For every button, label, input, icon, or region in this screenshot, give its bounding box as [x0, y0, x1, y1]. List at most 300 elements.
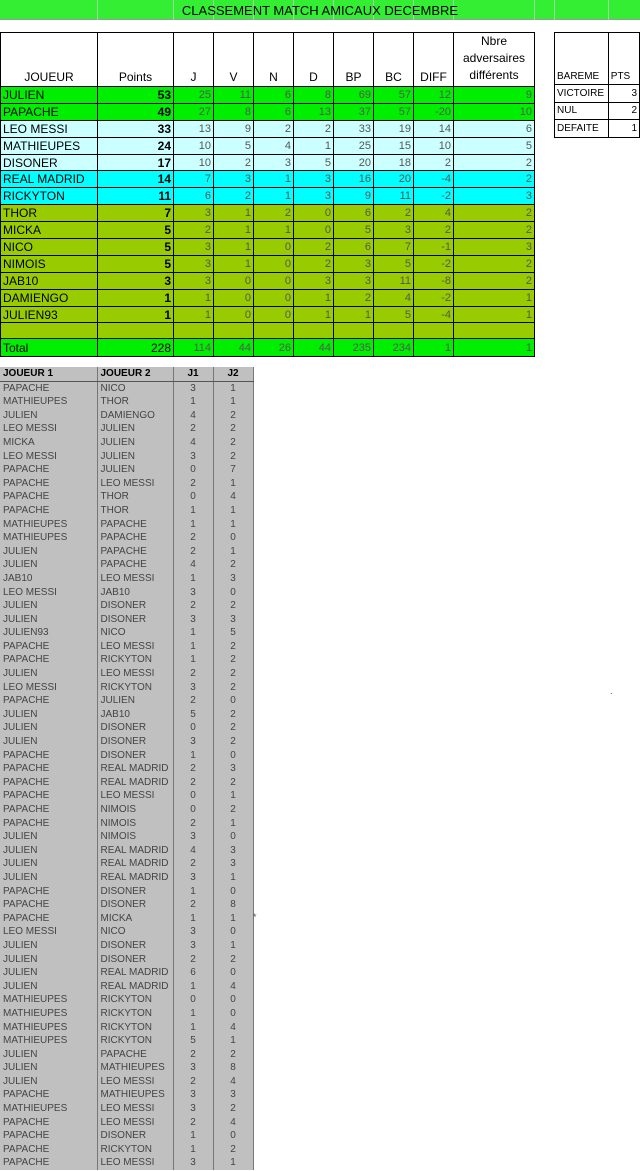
joueur1: PAPACHE [0, 789, 97, 803]
cell-n: 0 [254, 306, 294, 323]
bareme-label: NUL [555, 102, 609, 120]
joueur1: LEO MESSI [0, 925, 97, 939]
match-row [0, 1021, 253, 1035]
cell-bc: 20 [374, 171, 414, 188]
score-j1: 3 [173, 381, 213, 395]
total-diff: 1 [414, 339, 454, 357]
player-name: RICKYTON [1, 188, 98, 205]
match-row [0, 939, 253, 953]
cell-adv: 3 [454, 239, 535, 256]
ranking-row [1, 103, 535, 120]
joueur1: PAPACHE [0, 1156, 97, 1170]
player-name: JAB10 [1, 272, 98, 289]
joueur1: PAPACHE [0, 694, 97, 708]
score-j2: 2 [213, 1143, 253, 1157]
score-j2: 2 [213, 640, 253, 654]
cell-diff: -2 [414, 255, 454, 272]
match-row [0, 572, 253, 586]
score-j1: 3 [173, 871, 213, 885]
ranking-row [1, 306, 535, 323]
player-name: THOR [1, 205, 98, 222]
cell-bc: 7 [374, 239, 414, 256]
joueur2: NIMOIS [97, 817, 173, 831]
cell-diff: -2 [414, 289, 454, 306]
cell-adv: 5 [454, 137, 535, 154]
ranking-table [0, 32, 535, 357]
cell-diff: 4 [414, 205, 454, 222]
joueur2: JULIEN [97, 450, 173, 464]
joueur2: DISONER [97, 898, 173, 912]
joueur1: MATHIEUPES [0, 1102, 97, 1116]
cell-v: 8 [214, 103, 254, 120]
cell-bc: 15 [374, 137, 414, 154]
joueur2: RICKYTON [97, 993, 173, 1007]
match-row [0, 885, 253, 899]
score-j1: 2 [173, 776, 213, 790]
score-j1: 3 [173, 830, 213, 844]
cell-bc: 3 [374, 222, 414, 239]
score-j2: 0 [213, 885, 253, 899]
score-j2: 4 [213, 1075, 253, 1089]
cell-j: 3 [174, 239, 214, 256]
cell-bp: 25 [334, 137, 374, 154]
player-name: JULIEN93 [1, 306, 98, 323]
cell-bc: 2 [374, 205, 414, 222]
joueur2: MATHIEUPES [97, 1088, 173, 1102]
match-row [0, 1088, 253, 1102]
cell-diff: -8 [414, 272, 454, 289]
match-row [0, 762, 253, 776]
score-j2: 2 [213, 558, 253, 572]
score-j1: 2 [173, 667, 213, 681]
cell-bc: 19 [374, 120, 414, 137]
joueur2: DISONER [97, 721, 173, 735]
ranking-row [1, 222, 535, 239]
score-j2: 5 [213, 626, 253, 640]
score-j1: 1 [173, 395, 213, 409]
cell-points: 24 [98, 137, 174, 154]
score-j1: 1 [173, 1021, 213, 1035]
score-j1: 2 [173, 545, 213, 559]
score-j1: 3 [173, 450, 213, 464]
match-row [0, 395, 253, 409]
match-row [0, 545, 253, 559]
score-j1: 3 [173, 1156, 213, 1170]
cell-diff: 12 [414, 87, 454, 104]
cell-points: 1 [98, 306, 174, 323]
match-row [0, 409, 253, 423]
cell-v: 3 [214, 171, 254, 188]
page-title: CLASSEMENT MATCH AMICAUX DECEMBRE [181, 3, 459, 18]
score-j1: 3 [173, 1102, 213, 1116]
score-j2: 0 [213, 1007, 253, 1021]
score-j1: 3 [173, 613, 213, 627]
cell-bp: 2 [334, 289, 374, 306]
match-row [0, 898, 253, 912]
score-j2: 1 [213, 789, 253, 803]
matches-table [0, 367, 254, 1170]
joueur2: DAMIENGO [97, 409, 173, 423]
empty-cell [414, 323, 454, 339]
player-name: MATHIEUPES [1, 137, 98, 154]
bareme-label: VICTOIRE [555, 85, 609, 103]
bareme-row [555, 102, 640, 120]
cell-bp: 37 [334, 103, 374, 120]
score-j2: 3 [213, 844, 253, 858]
joueur2: DISONER [97, 735, 173, 749]
joueur2: REAL MADRID [97, 980, 173, 994]
joueur1: JULIEN [0, 857, 97, 871]
cell-v: 1 [214, 239, 254, 256]
cell-n: 1 [254, 222, 294, 239]
empty-cell [254, 323, 294, 339]
score-j1: 2 [173, 953, 213, 967]
cell-v: 5 [214, 137, 254, 154]
match-row [0, 667, 253, 681]
match-row [0, 436, 253, 450]
cell-bc: 11 [374, 188, 414, 205]
joueur1: PAPACHE [0, 653, 97, 667]
joueur1: JULIEN [0, 735, 97, 749]
joueur1: JULIEN [0, 953, 97, 967]
score-j1: 1 [173, 626, 213, 640]
score-j2: 1 [213, 518, 253, 532]
cell-points: 49 [98, 103, 174, 120]
cell-adv: 10 [454, 103, 535, 120]
bareme-row [555, 85, 640, 103]
score-j2: 1 [213, 395, 253, 409]
joueur1: PAPACHE [0, 912, 97, 926]
score-j2: 1 [213, 939, 253, 953]
joueur2: DISONER [97, 885, 173, 899]
bareme-label: DEFAITE [555, 120, 609, 138]
joueur1: PAPACHE [0, 490, 97, 504]
score-j1: 2 [173, 599, 213, 613]
cell-diff: -1 [414, 239, 454, 256]
score-j1: 4 [173, 558, 213, 572]
score-j2: 8 [213, 898, 253, 912]
cell-v: 11 [214, 87, 254, 104]
score-j1: 0 [173, 490, 213, 504]
cell-bp: 16 [334, 171, 374, 188]
cell-d: 0 [294, 205, 334, 222]
score-j2: 7 [213, 463, 253, 477]
total-row [1, 339, 535, 357]
cell-adv: 1 [454, 289, 535, 306]
empty-cell [454, 323, 535, 339]
joueur1: JULIEN [0, 599, 97, 613]
matches-header-row [0, 367, 253, 381]
cell-v: 2 [214, 188, 254, 205]
joueur1: PAPACHE [0, 803, 97, 817]
score-j1: 1 [173, 980, 213, 994]
score-j1: 1 [173, 1007, 213, 1021]
col-header-joueur1: JOUEUR 1 [0, 367, 97, 381]
empty-cell [1, 323, 98, 339]
score-j1: 3 [173, 1061, 213, 1075]
match-row [0, 450, 253, 464]
player-name: PAPACHE [1, 103, 98, 120]
bareme-table [554, 32, 640, 138]
score-j2: 4 [213, 980, 253, 994]
cell-j: 3 [174, 255, 214, 272]
match-row [0, 1075, 253, 1089]
score-j1: 1 [173, 749, 213, 763]
joueur2: REAL MADRID [97, 762, 173, 776]
bareme-pts-header: PTS [608, 33, 639, 85]
match-row [0, 1116, 253, 1130]
match-row [0, 653, 253, 667]
player-name: JULIEN [1, 87, 98, 104]
joueur1: PAPACHE [0, 477, 97, 491]
joueur1: JULIEN [0, 980, 97, 994]
joueur2: PAPACHE [97, 558, 173, 572]
joueur2: MICKA [97, 912, 173, 926]
cell-n: 2 [254, 120, 294, 137]
score-j2: 0 [213, 993, 253, 1007]
cell-d: 3 [294, 171, 334, 188]
cell-diff: -4 [414, 171, 454, 188]
title-banner [0, 0, 640, 20]
cell-bc: 5 [374, 306, 414, 323]
cell-bc: 57 [374, 87, 414, 104]
joueur1: PAPACHE [0, 504, 97, 518]
ranking-row [1, 154, 535, 171]
match-row [0, 640, 253, 654]
match-row [0, 912, 253, 926]
score-j1: 4 [173, 844, 213, 858]
bareme-value: 1 [608, 120, 639, 138]
total-v: 44 [214, 339, 254, 357]
score-j1: 1 [173, 1129, 213, 1143]
cell-adv: 1 [454, 306, 535, 323]
joueur1: LEO MESSI [0, 422, 97, 436]
score-j1: 1 [173, 572, 213, 586]
joueur2: PAPACHE [97, 518, 173, 532]
empty-cell [374, 323, 414, 339]
score-j2: 2 [213, 653, 253, 667]
cell-n: 0 [254, 239, 294, 256]
match-row [0, 857, 253, 871]
score-j1: 1 [173, 1143, 213, 1157]
cell-points: 17 [98, 154, 174, 171]
ranking-row [1, 120, 535, 137]
cell-bp: 33 [334, 120, 374, 137]
cell-adv: 2 [454, 171, 535, 188]
joueur2: RICKYTON [97, 1021, 173, 1035]
score-j2: 3 [213, 762, 253, 776]
score-j1: 2 [173, 817, 213, 831]
joueur1: JULIEN [0, 966, 97, 980]
cell-diff: 14 [414, 120, 454, 137]
cell-diff: 10 [414, 137, 454, 154]
joueur2: RICKYTON [97, 1034, 173, 1048]
cell-d: 2 [294, 120, 334, 137]
score-j2: 1 [213, 381, 253, 395]
col-header-v: V [214, 33, 254, 87]
cell-d: 8 [294, 87, 334, 104]
cell-n: 0 [254, 255, 294, 272]
cell-j: 25 [174, 87, 214, 104]
joueur2: RICKYTON [97, 681, 173, 695]
joueur1: PAPACHE [0, 1088, 97, 1102]
cell-d: 5 [294, 154, 334, 171]
joueur1: JULIEN [0, 721, 97, 735]
match-row [0, 531, 253, 545]
joueur2: JULIEN [97, 463, 173, 477]
score-j1: 2 [173, 422, 213, 436]
total-n: 26 [254, 339, 294, 357]
bareme-value: 3 [608, 85, 639, 103]
score-j1: 2 [173, 477, 213, 491]
joueur2: THOR [97, 490, 173, 504]
score-j2: 8 [213, 1061, 253, 1075]
cell-d: 1 [294, 137, 334, 154]
score-j1: 5 [173, 1034, 213, 1048]
cell-points: 1 [98, 289, 174, 306]
match-row [0, 776, 253, 790]
cell-bp: 3 [334, 255, 374, 272]
cell-j: 3 [174, 205, 214, 222]
joueur1: MATHIEUPES [0, 395, 97, 409]
joueur2: REAL MADRID [97, 776, 173, 790]
player-name: DAMIENGO [1, 289, 98, 306]
joueur2: JAB10 [97, 586, 173, 600]
cell-points: 3 [98, 272, 174, 289]
ranking-row [1, 205, 535, 222]
col-header-n: N [254, 33, 294, 87]
joueur1: PAPACHE [0, 817, 97, 831]
joueur2: DISONER [97, 613, 173, 627]
cell-d: 3 [294, 272, 334, 289]
cell-bp: 5 [334, 222, 374, 239]
cell-adv: 2 [454, 222, 535, 239]
score-j2: 4 [213, 490, 253, 504]
score-j2: 0 [213, 830, 253, 844]
score-j2: 2 [213, 409, 253, 423]
score-j1: 2 [173, 857, 213, 871]
score-j1: 1 [173, 653, 213, 667]
cell-v: 1 [214, 222, 254, 239]
match-row [0, 871, 253, 885]
cell-j: 13 [174, 120, 214, 137]
match-row [0, 1048, 253, 1062]
match-row [0, 735, 253, 749]
joueur1: PAPACHE [0, 762, 97, 776]
player-name: DISONER [1, 154, 98, 171]
score-j2: 0 [213, 1129, 253, 1143]
joueur1: PAPACHE [0, 463, 97, 477]
score-j1: 3 [173, 586, 213, 600]
joueur2: JULIEN [97, 422, 173, 436]
score-j2: 2 [213, 1102, 253, 1116]
total-points: 228 [98, 339, 174, 357]
joueur1: PAPACHE [0, 640, 97, 654]
joueur2: DISONER [97, 953, 173, 967]
score-j2: 3 [213, 572, 253, 586]
score-j1: 0 [173, 993, 213, 1007]
joueur2: NICO [97, 626, 173, 640]
total-bp: 235 [334, 339, 374, 357]
match-row [0, 477, 253, 491]
joueur2: NIMOIS [97, 803, 173, 817]
score-j2: 0 [213, 925, 253, 939]
cell-bc: 18 [374, 154, 414, 171]
score-j1: 3 [173, 925, 213, 939]
joueur2: REAL MADRID [97, 844, 173, 858]
cell-v: 1 [214, 255, 254, 272]
joueur1: PAPACHE [0, 776, 97, 790]
player-name: REAL MADRID [1, 171, 98, 188]
joueur2: REAL MADRID [97, 857, 173, 871]
joueur1: PAPACHE [0, 381, 97, 395]
col-header-j2: J2 [213, 367, 253, 381]
score-j2: 2 [213, 599, 253, 613]
joueur1: JULIEN93 [0, 626, 97, 640]
col-header-joueur: JOUEUR [1, 33, 98, 87]
joueur1: PAPACHE [0, 1143, 97, 1157]
joueur1: MATHIEUPES [0, 993, 97, 1007]
score-j1: 2 [173, 1048, 213, 1062]
joueur2: DISONER [97, 599, 173, 613]
cell-j: 3 [174, 272, 214, 289]
cell-j: 6 [174, 188, 214, 205]
score-j1: 2 [173, 898, 213, 912]
score-j2: 1 [213, 477, 253, 491]
cell-diff: 2 [414, 154, 454, 171]
joueur1: JULIEN [0, 1061, 97, 1075]
score-j1: 0 [173, 803, 213, 817]
match-row [0, 1129, 253, 1143]
joueur1: MICKA [0, 436, 97, 450]
cell-bc: 11 [374, 272, 414, 289]
cell-points: 53 [98, 87, 174, 104]
match-row [0, 558, 253, 572]
score-j1: 4 [173, 436, 213, 450]
score-j2: 0 [213, 966, 253, 980]
score-j2: 2 [213, 708, 253, 722]
joueur1: PAPACHE [0, 749, 97, 763]
cell-n: 1 [254, 171, 294, 188]
joueur2: LEO MESSI [97, 1156, 173, 1170]
match-row [0, 613, 253, 627]
cell-v: 0 [214, 272, 254, 289]
cell-adv: 2 [454, 154, 535, 171]
cell-diff: 2 [414, 222, 454, 239]
ranking-row [1, 272, 535, 289]
bareme-row [555, 120, 640, 138]
cell-bc: 5 [374, 255, 414, 272]
col-header-j: J [174, 33, 214, 87]
cell-d: 2 [294, 255, 334, 272]
score-j2: 2 [213, 803, 253, 817]
score-j1: 1 [173, 912, 213, 926]
cell-v: 2 [214, 154, 254, 171]
score-j2: 1 [213, 504, 253, 518]
ranking-row [1, 289, 535, 306]
match-row [0, 803, 253, 817]
joueur2: NICO [97, 925, 173, 939]
score-j2: 3 [213, 613, 253, 627]
cell-d: 1 [294, 306, 334, 323]
cell-j: 7 [174, 171, 214, 188]
joueur1: JULIEN [0, 409, 97, 423]
match-row [0, 789, 253, 803]
score-j2: 2 [213, 681, 253, 695]
total-j: 114 [174, 339, 214, 357]
match-row [0, 694, 253, 708]
total-adv: 1 [454, 339, 535, 357]
